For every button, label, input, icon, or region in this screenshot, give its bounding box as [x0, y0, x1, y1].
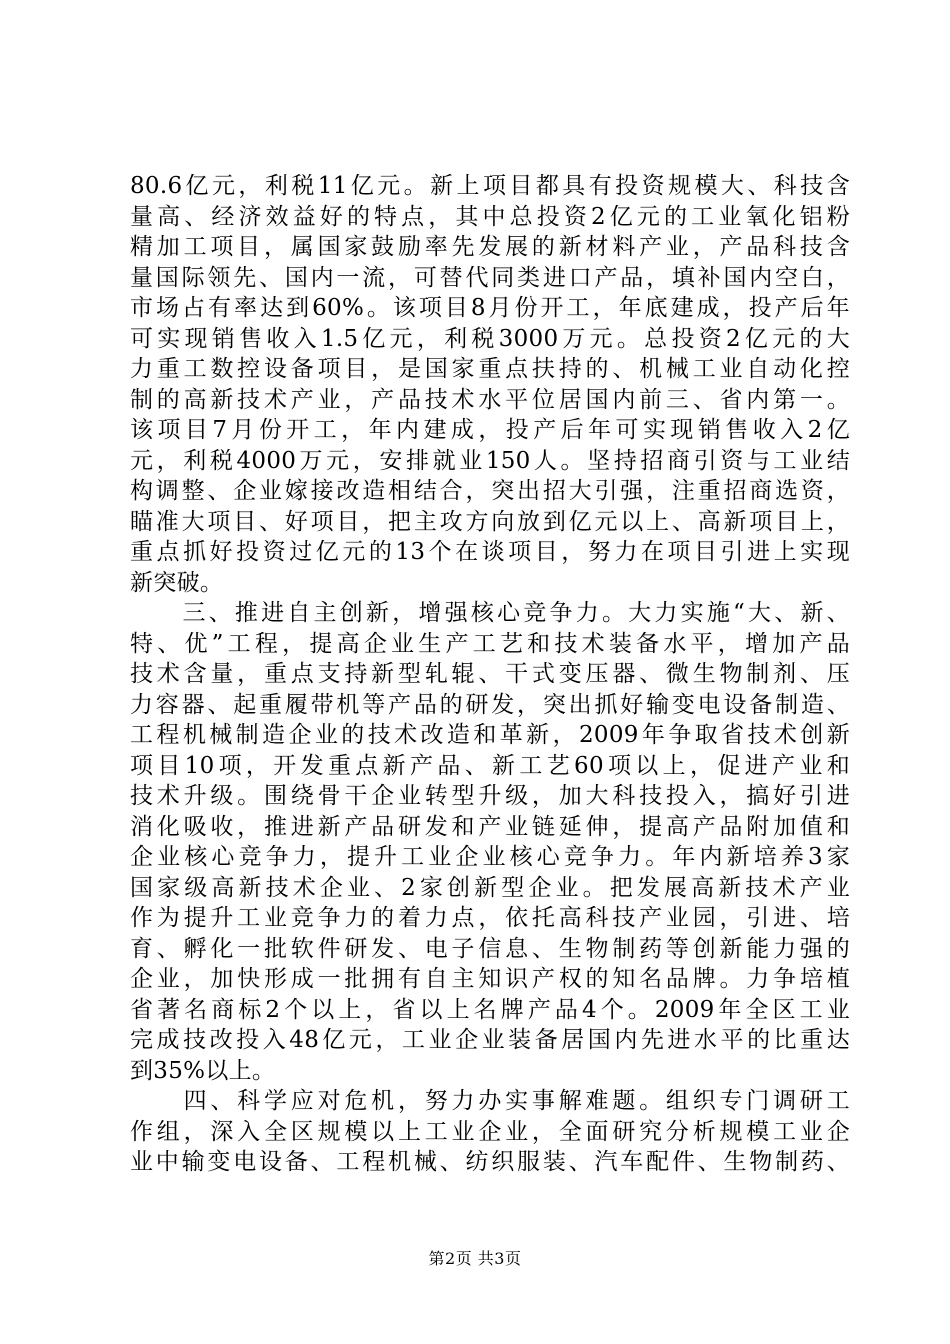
text-line: 四、科学应对危机，努力办实事解难题。组织专门调研工	[130, 1088, 850, 1114]
page-footer: 第2页 共3页	[428, 1249, 522, 1268]
text-line: 制的高新技术产业，产品技术水平位居国内前三、省内第一。	[130, 386, 850, 413]
text-line: 项目10项，开发重点新产品、新工艺60项以上，促进产业和	[130, 752, 850, 779]
text-line: 精加工项目，属国家鼓励率先发展的新材料产业，产品科技含	[130, 234, 850, 260]
text-line: 技术升级。围绕骨干企业转型升级，加大科技投入，搞好引进	[130, 783, 850, 809]
text-line: 国家级高新技术企业、2家创新型企业。把发展高新技术产业	[130, 874, 850, 901]
text-line: 企业，加快形成一批拥有自主知识产权的知名品牌。力争培植	[130, 966, 850, 992]
text-line: 三、推进自主创新，增强核心竞争力。大力实施“大、新、	[130, 600, 850, 626]
text-line: 作为提升工业竞争力的着力点，依托高科技产业园，引进、培	[130, 905, 850, 931]
text-line: 量国际领先、国内一流，可替代同类进口产品，填补国内空白，	[130, 264, 850, 291]
text-line: 重点抓好投资过亿元的13个在谈项目，努力在项目引进上实现	[130, 539, 850, 565]
text-line: 到35%以上。	[130, 1057, 276, 1084]
text-line: 80.6亿元，利税11亿元。新上项目都具有投资规模大、科技含	[130, 173, 850, 199]
text-line: 完成技改投入48亿元，工业企业装备居国内先进水平的比重达	[130, 1027, 850, 1053]
text-line: 育、孵化一批软件研发、电子信息、生物制药等创新能力强的	[130, 935, 850, 962]
text-line: 元，利税4000万元，安排就业150人。坚持招商引资与工业结	[130, 447, 850, 474]
text-line: 企业核心竞争力，提升工业企业核心竞争力。年内新培养3家	[130, 844, 850, 870]
text-line: 可实现销售收入1.5亿元，利税3000万元。总投资2亿元的大	[130, 325, 850, 352]
text-line: 力重工数控设备项目，是国家重点扶持的、机械工业自动化控	[130, 356, 850, 382]
text-line: 该项目7月份开工，年内建成，投产后年可实现销售收入2亿	[130, 417, 850, 443]
text-line: 特、优”工程，提高企业生产工艺和技术装备水平，增加产品	[130, 630, 850, 657]
text-line: 新突破。	[130, 569, 224, 596]
text-line: 市场占有率达到60%。该项目8月份开工，年底建成，投产后年	[130, 295, 850, 321]
text-line: 作组，深入全区规模以上工业企业，全面研究分析规模工业企	[130, 1118, 850, 1145]
text-line: 省著名商标2个以上，省以上名牌产品4个。2009年全区工业	[130, 996, 850, 1023]
text-line: 构调整、企业嫁接改造相结合，突出招大引强，注重招商选资，	[130, 478, 850, 504]
text-line: 力容器、起重履带机等产品的研发，突出抓好输变电设备制造、	[130, 691, 850, 718]
text-line: 工程机械制造企业的技术改造和革新，2009年争取省技术创新	[130, 722, 850, 748]
text-line: 技术含量，重点支持新型轧辊、干式变压器、微生物制剂、压	[130, 661, 850, 687]
text-line: 消化吸收，推进新产品研发和产业链延伸，提高产品附加值和	[130, 813, 850, 840]
text-line: 瞄准大项目、好项目，把主攻方向放到亿元以上、高新项目上，	[130, 508, 850, 535]
text-line: 业中输变电设备、工程机械、纺织服装、汽车配件、生物制药、	[130, 1149, 850, 1175]
body-text	[130, 171, 850, 1178]
text-line: 量高、经济效益好的特点，其中总投资2亿元的工业氧化铝粉	[130, 203, 850, 230]
